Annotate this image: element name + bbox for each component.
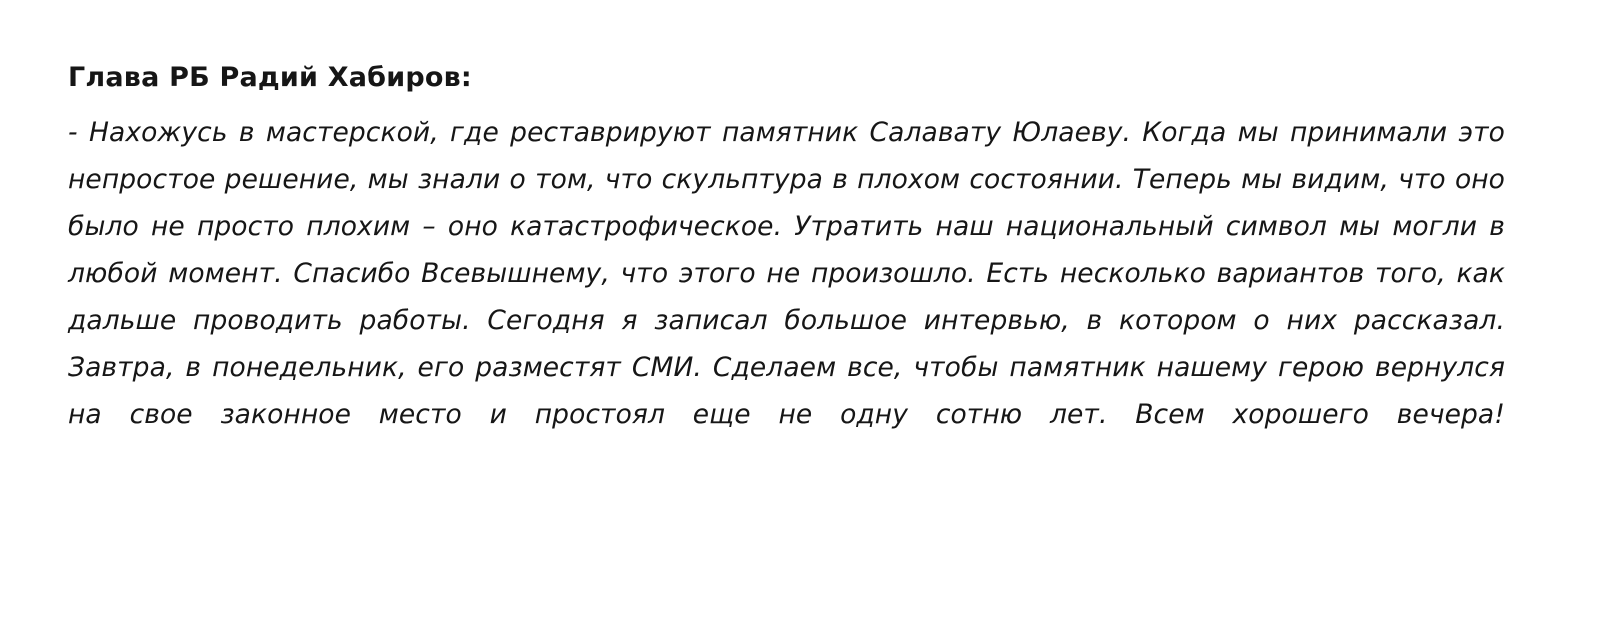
quote-paragraph: - Нахожусь в мастерской, где реставрируют памятник Салавату Юлаеву. Когда мы принимали это непростое решение, мы знали о том, что скульптура в плохом состоянии. Теперь мы видим, что оно было не просто плохим – оно катастрофическое. Утратить наш национальный символ мы могли в любой момент. Спасибо Всевышнему, что этого не произошло. Есть несколько вариантов того, как дальше проводить работы. Сегодня я записал большое интервью, в котором о них рассказал. Завтра, в понедельник, его разместят СМИ. Сделаем все, чтобы памятник нашему герою вернулся на свое законное место и простоял еще не одну сотню лет. Всем хорошего вечера! xyxy=(68,116,1505,430)
speaker-heading: Глава РБ Радий Хабиров: xyxy=(68,62,472,93)
